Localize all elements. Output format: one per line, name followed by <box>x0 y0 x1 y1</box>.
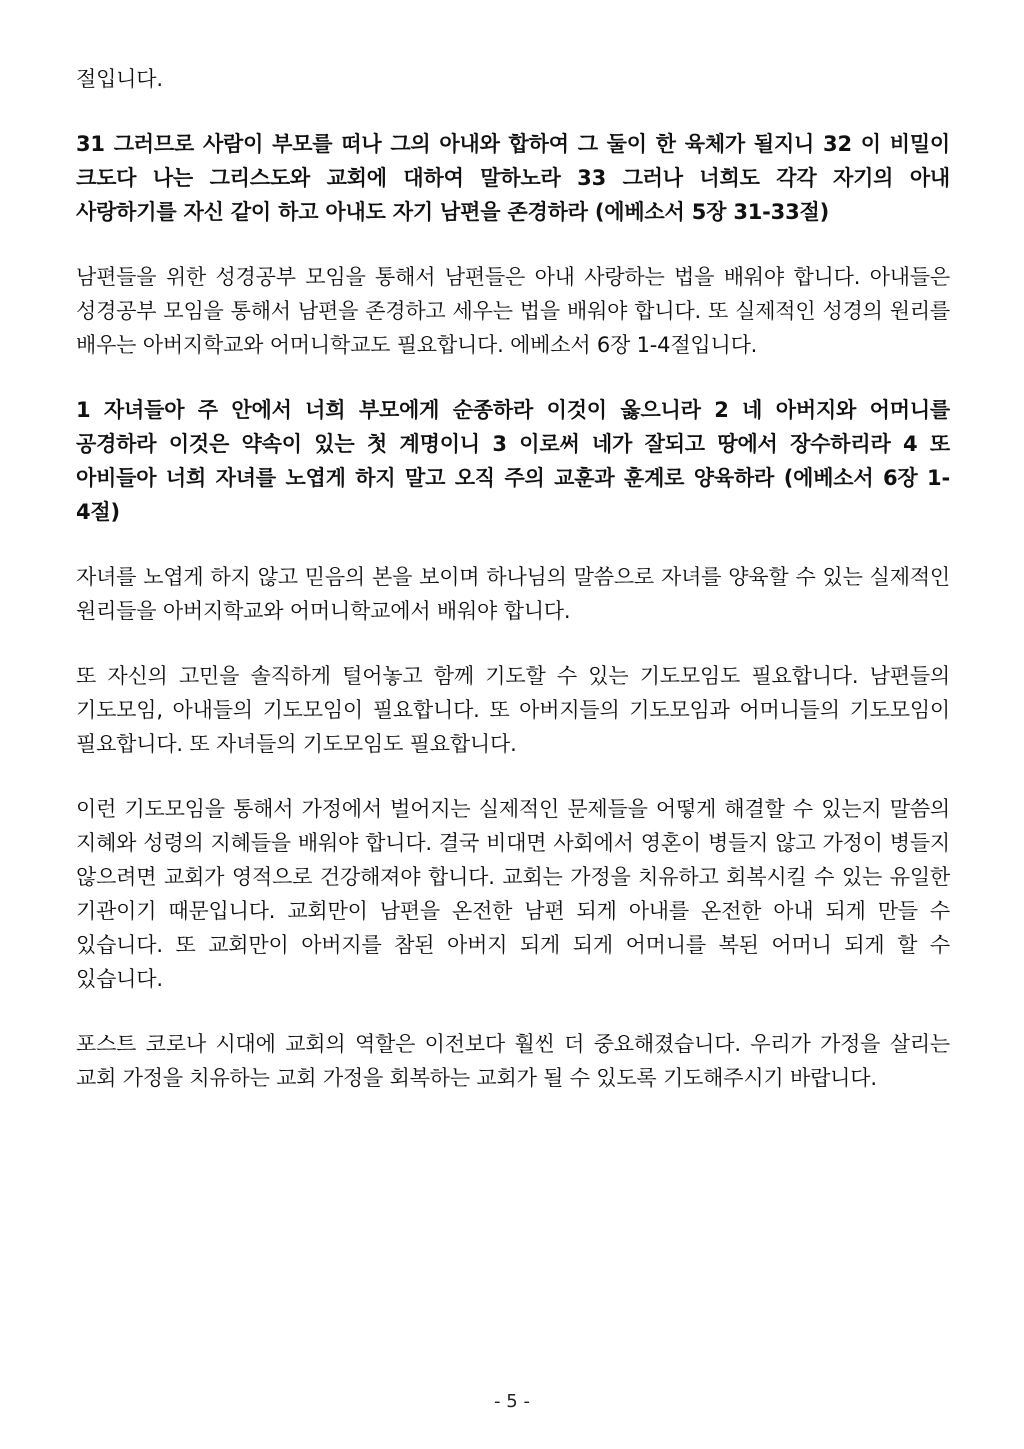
scripture-quote-ephesians-5: 31 그러므로 사람이 부모를 떠나 그의 아내와 합하여 그 둘이 한 육체가 될지니 32 이 비밀이 크도다 나는 그리스도와 교회에 대하여 말하노라 33 그러나 너희도 각각 자기의 아내 사랑하기를 자신 같이 하고 아내도 자기 남편을 존경하라 (에베소서 5장 31-33절) <box>76 132 950 224</box>
paragraph-gap <box>76 529 950 560</box>
paragraph-bible-study: 남편들을 위한 성경공부 모임을 통해서 남편들은 아내 사랑하는 법을 배워야 합니다. 아내들은 성경공부 모임을 통해서 남편을 존경하고 세우는 법을 배워야 합니다. 또 실제적인 성경의 원리를 배우는 아버지학교와 어머니학교도 필요합니다. 에베소서 6장 1-4절입니다. <box>76 265 950 357</box>
paragraph-parenting: 자녀를 노엽게 하지 않고 믿음의 본을 보이며 하나님의 말씀으로 자녀를 양육할 수 있는 실제적인 원리들을 아버지학교와 어머니학교에서 배워야 합니다. <box>76 565 950 623</box>
paragraph-post-corona: 포스트 코로나 시대에 교회의 역할은 이전보다 훨씬 더 중요해졌습니다. 우리가 가정을 살리는 교회 가정을 치유하는 교회 가정을 회복하는 교회가 될 수 있도록 기도해주시기 바랍니다. <box>76 1032 950 1090</box>
paragraph-gap <box>76 628 950 659</box>
paragraph-gap <box>76 96 950 127</box>
document-body <box>76 62 950 1095</box>
paragraph-continuation: 절입니다. <box>76 67 163 91</box>
paragraph-gap <box>76 996 950 1027</box>
scripture-quote-ephesians-6: 1 자녀들아 주 안에서 너희 부모에게 순종하라 이것이 옳으니라 2 네 아버지와 어머니를 공경하라 이것은 약속이 있는 첫 계명이니 3 이로써 네가 잘되고 땅에서 장수하리라 4 또 아비들아 너희 자녀를 노엽게 하지 말고 오직 주의 교훈과 훈계로 양육하라 (에베소서 6장 1-4절) <box>76 398 950 524</box>
paragraph-gap <box>76 362 950 393</box>
paragraph-gap <box>76 229 950 260</box>
paragraph-prayer-meetings: 또 자신의 고민을 솔직하게 털어놓고 함께 기도할 수 있는 기도모임도 필요합니다. 남편들의 기도모임, 아내들의 기도모임이 필요합니다. 또 아버지들의 기도모임과 어머니들의 기도모임이 필요합니다. 또 자녀들의 기도모임도 필요합니다. <box>76 664 950 756</box>
paragraph-gap <box>76 761 950 792</box>
paragraph-church-role: 이런 기도모임을 통해서 가정에서 벌어지는 실제적인 문제들을 어떻게 해결할 수 있는지 말씀의 지혜와 성령의 지혜들을 배워야 합니다. 결국 비대면 사회에서 영혼이 병들지 않고 가정이 병들지 않으려면 교회가 영적으로 건강해져야 합니다. 교회는 가정을 치유하고 회복시킬 수 있는 유일한 기관이기 때문입니다. 교회만이 남편을 온전한 남편 되게 아내를 온전한 아내 되게 만들 수 있습니다. 또 교회만이 아버지를 참된 아버지 되게 되게 어머니를 복된 어머니 되게 할 수 있습니다. <box>76 797 950 991</box>
page-number: - 5 - <box>494 1391 530 1412</box>
